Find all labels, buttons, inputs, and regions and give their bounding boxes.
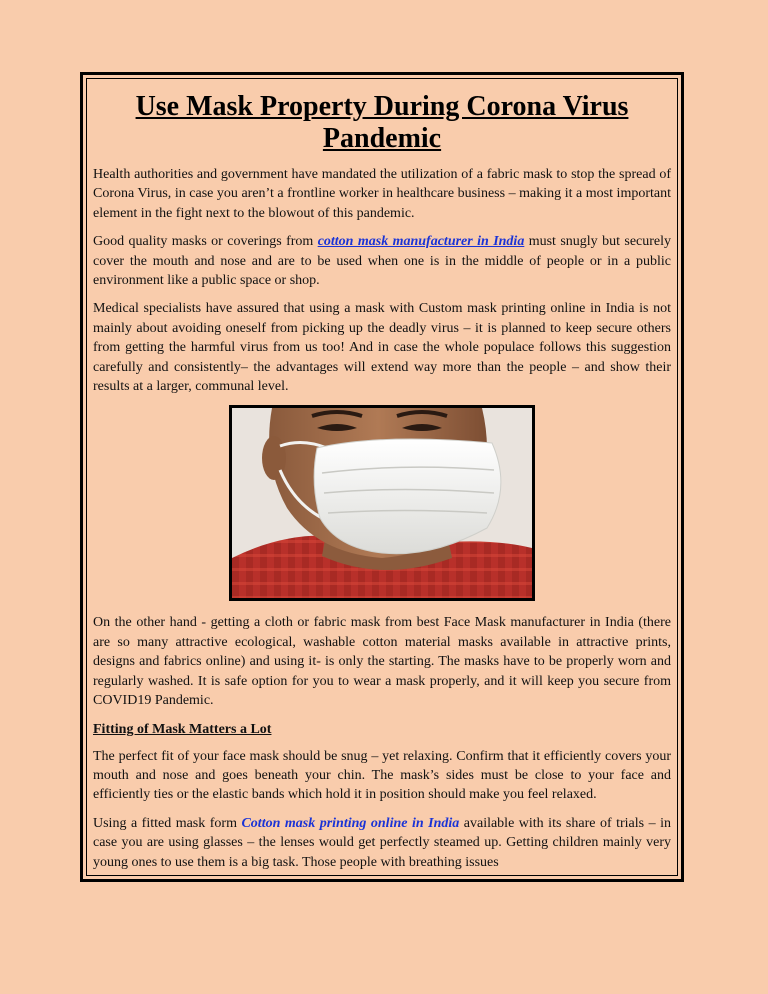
paragraph-2-text-end: must snugly but securely cover the mouth and nose and are to be used when one is in the middle of people or in a public environment like a public space or shop. bbox=[93, 234, 672, 289]
paragraph-2-text-start: Good quality masks or coverings from bbox=[93, 234, 318, 250]
paragraph-5: The perfect fit of your face mask should be snug – yet relaxing. Confirm that it efficiently covers your mouth and nose and goes beneath your chin. The mask’s sides must be close to your face and efficiently ties or the elastic bands which hold it in position should make you feel relaxed. bbox=[93, 748, 671, 803]
cotton-mask-manufacturer-link[interactable]: cotton mask manufacturer in India bbox=[317, 234, 525, 250]
mask-photo-illustration bbox=[232, 408, 532, 598]
paragraph-6-text-start: Using a fitted mask form bbox=[93, 815, 242, 831]
paragraph-3: Medical specialists have assured that using a mask with Custom mask printing online in India is not mainly about avoiding oneself from picking up the deadly virus – it is planned to keep secure others from getting the harmful virus from us too! And in case the whole populace follows this suggestion carefully and consistently– the advantages will extend way more than the people – and show their results at a larger, communal level. bbox=[93, 301, 671, 395]
document-body bbox=[86, 78, 678, 876]
paragraph-2 bbox=[93, 232, 671, 290]
paragraph-1: Health authorities and government have mandated the utilization of a fabric mask to stop the spread of Corona Virus, in case you aren’t a frontline worker in healthcare business – making it a most important element in the fight next to the blowout of this pandemic. bbox=[93, 167, 671, 221]
paragraph-6-text-end: available with its share of trials – in case you are using glasses – the lenses would get perfectly steamed up. Getting children mainly very young ones to use them is a big task. Those people with breathing issues bbox=[93, 815, 671, 870]
cotton-mask-printing-link[interactable]: Cotton mask printing online in India bbox=[241, 815, 460, 831]
page-title: Use Mask Property During Corona Virus Pandemic bbox=[135, 91, 629, 154]
document-frame bbox=[80, 72, 684, 882]
mask-photo bbox=[229, 405, 535, 601]
section-heading-fitting: Fitting of Mask Matters a Lot bbox=[93, 721, 272, 737]
paragraph-6 bbox=[93, 814, 671, 872]
paragraph-4: On the other hand - getting a cloth or fabric mask from best Face Mask manufacturer in India (there are so many attractive ecological, washable cotton material masks available in attractive prints, designs and fabrics online) and using it- is only the starting. The masks have to be properly worn and regularly washed. It is safe option for you to wear a mask properly, and it will keep you secure from COVID19 Pandemic. bbox=[93, 615, 671, 709]
